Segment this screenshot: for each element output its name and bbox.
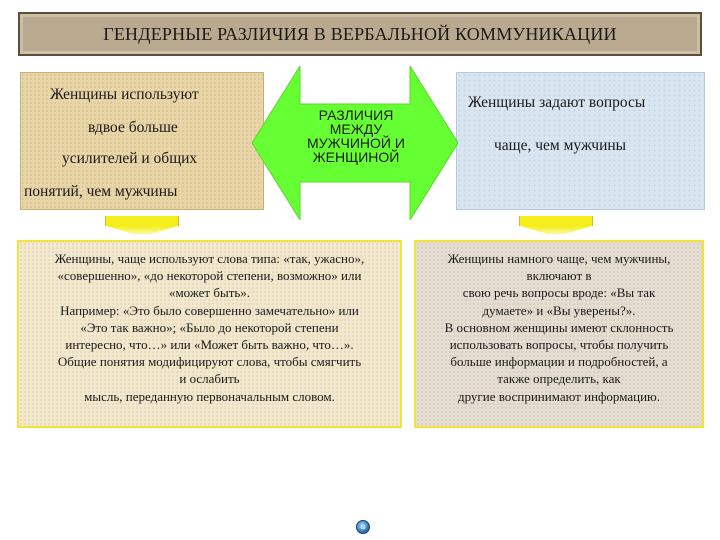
- intensifiers-detail-text: [19, 250, 400, 405]
- center-line-2: МЕЖДУ: [329, 121, 383, 137]
- detail-left-line-9: мысль, переданную первоначальным словом.: [84, 388, 335, 404]
- title-banner: [18, 12, 702, 56]
- center-line-1: РАЗЛИЧИЯ: [318, 107, 394, 123]
- detail-left-line-5: «Это так важно»; «Было до некоторой степени: [80, 319, 339, 335]
- center-line-3: МУЖЧИНОЙ И: [307, 135, 405, 151]
- left-top-line-4: понятий, чем мужчины: [24, 183, 178, 200]
- detail-left-line-7: Общие понятия модифицируют слова, чтобы смягчить: [57, 354, 362, 370]
- left-top-line-1: Женщины используют: [50, 86, 199, 103]
- right-connector: [519, 216, 593, 226]
- slide-title: ГЕНДЕРНЫЕ РАЗЛИЧИЯ В ВЕРБАЛЬНОЙ КОММУНИКАЦИИ: [103, 23, 617, 44]
- detail-left-line-1: Женщины, чаще используют слова типа: «так, ужасно»,: [54, 251, 365, 266]
- detail-left-line-6: интересно, что…» или «Может быть важно, что…».: [65, 337, 354, 353]
- detail-left-line-2: «совершенно», «до некоторой степени, возможно» или: [57, 268, 362, 284]
- questions-detail-box: [414, 240, 704, 428]
- detail-left-line-3: «может быть».: [168, 285, 251, 301]
- detail-right-line-4: думаете» и «Вы уверены?».: [482, 302, 636, 318]
- detail-right-line-9: другие воспринимают информацию.: [457, 388, 661, 404]
- detail-right-line-2: включают в: [526, 268, 592, 284]
- detail-right-line-3: свою речь вопросы вроде: «Вы так: [462, 285, 656, 301]
- left-top-line-3: усилителей и общих: [62, 150, 198, 167]
- center-label: [286, 108, 426, 164]
- right-top-line-1: Женщины задают вопросы: [468, 94, 646, 111]
- left-top-line-2: вдвое больше: [88, 119, 178, 136]
- detail-left-line-4: Например: «Это было совершенно замечательно» или: [60, 302, 359, 318]
- intensifiers-detail-box: [17, 240, 402, 428]
- detail-left-line-8: и ослабить: [179, 371, 240, 387]
- center-line-4: ЖЕНЩИНОЙ: [312, 149, 400, 165]
- detail-right-line-8: также определить, как: [497, 371, 621, 387]
- right-top-line-2: чаще, чем мужчины: [494, 137, 627, 154]
- slide-nav-button[interactable]: [356, 520, 370, 534]
- detail-right-line-5: В основном женщины имеют склонность: [444, 319, 674, 335]
- questions-detail-text: [416, 250, 702, 405]
- detail-right-line-6: использовать вопросы, чтобы получить: [449, 337, 669, 353]
- detail-right-line-7: больше информации и подробностей, а: [450, 354, 668, 370]
- detail-right-line-1: Женщины намного чаще, чем мужчины,: [447, 251, 671, 266]
- nav-button-glyph: ɷ: [360, 522, 366, 531]
- left-connector: [105, 216, 179, 226]
